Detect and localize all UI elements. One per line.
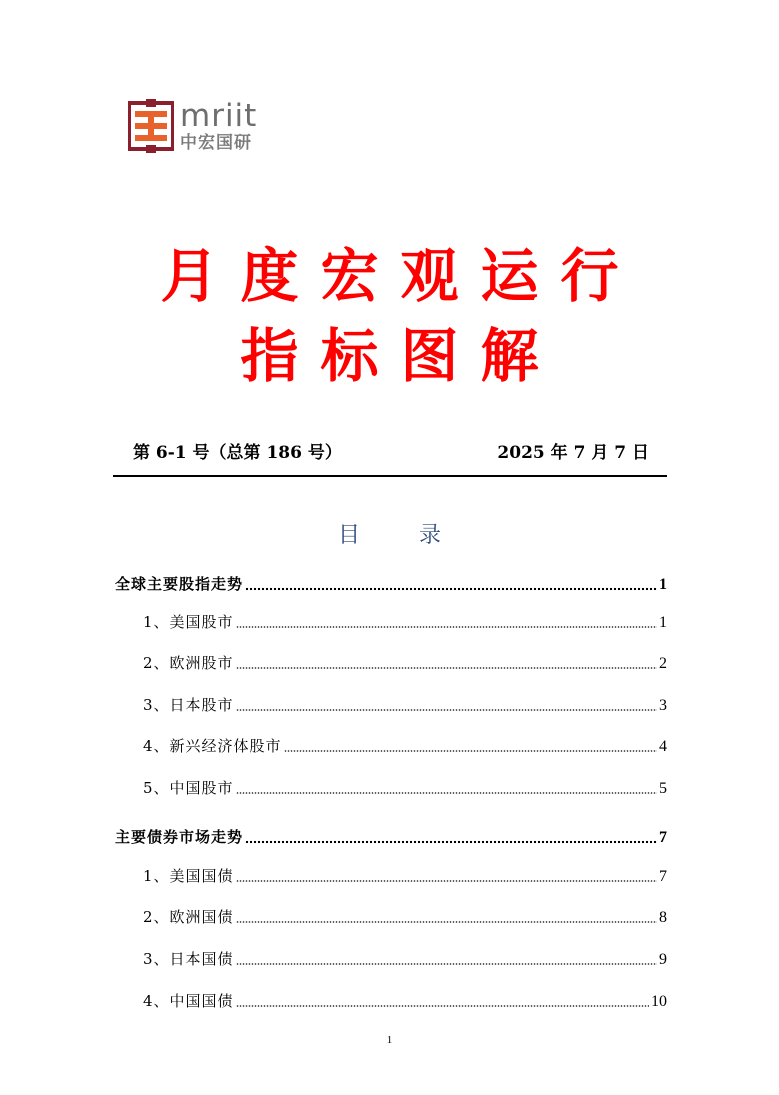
toc-item[interactable] (143, 777, 667, 801)
header-divider (113, 475, 667, 477)
logo-wordmark (180, 97, 258, 153)
toc-item-label: 5、中国股市 (143, 779, 234, 797)
toc-item-page: 1 (659, 614, 667, 631)
document-title (0, 236, 779, 396)
toc-item-label: 2、欧洲股市 (143, 654, 234, 672)
toc-section[interactable] (115, 573, 667, 597)
toc-item-label: 4、中国国债 (143, 992, 234, 1010)
toc-leader (236, 920, 657, 924)
toc-item[interactable] (143, 611, 667, 635)
logo-chinese-text: 中宏国研 (180, 132, 252, 153)
mriit-logo-icon (128, 99, 174, 153)
toc-item-label: 3、日本国债 (143, 950, 234, 968)
toc-item-label: 1、美国国债 (143, 867, 234, 885)
toc-section-label: 全球主要股指走势 (115, 575, 244, 593)
toc-item-page: 7 (659, 868, 667, 885)
toc-item-page: 5 (659, 780, 667, 797)
toc-section-page: 1 (659, 576, 667, 593)
toc-section-label: 主要债券市场走势 (115, 828, 244, 846)
toc-heading: 目 录 (338, 523, 467, 548)
toc-leader (236, 666, 657, 670)
toc-leader (245, 587, 657, 591)
logo-latin-text: mriit (180, 97, 258, 134)
toc-leader (236, 625, 657, 629)
toc-item-label: 4、新兴经济体股市 (143, 737, 282, 755)
issue-info (113, 438, 667, 464)
toc-leader (245, 840, 657, 844)
toc-leader (284, 749, 657, 753)
toc-item-page: 3 (659, 697, 667, 714)
toc-leader (236, 1004, 649, 1008)
toc-leader (236, 791, 657, 795)
issue-date: 2025 年 7 月 7 日 (497, 443, 649, 463)
toc-item[interactable] (143, 948, 667, 972)
toc-leader (236, 962, 657, 966)
toc-item[interactable] (143, 990, 667, 1014)
toc-item-page: 8 (659, 909, 667, 926)
title-line-2: 指标图解 (240, 322, 561, 390)
toc-item-label: 2、欧洲国债 (143, 908, 234, 926)
logo (128, 98, 257, 154)
toc-item[interactable] (143, 694, 667, 718)
toc-item-page: 2 (659, 655, 667, 672)
toc-leader (236, 708, 657, 712)
toc-item-page: 9 (659, 951, 667, 968)
issue-number: 第 6-1 号（总第 186 号） (133, 443, 342, 463)
toc-item-page: 4 (659, 738, 667, 755)
toc-section-page: 7 (659, 829, 667, 846)
toc-item[interactable] (143, 865, 667, 889)
page-number: 1 (386, 1034, 393, 1046)
toc-item-label: 3、日本股市 (143, 696, 234, 714)
toc-item[interactable] (143, 652, 667, 676)
toc-item-label: 1、美国股市 (143, 613, 234, 631)
toc-item[interactable] (143, 735, 667, 759)
toc-leader (236, 879, 657, 883)
toc-section[interactable] (115, 826, 667, 850)
toc-item-page: 10 (651, 993, 667, 1010)
toc-item[interactable] (143, 906, 667, 930)
title-line-1: 月度宏观运行 (160, 242, 641, 310)
